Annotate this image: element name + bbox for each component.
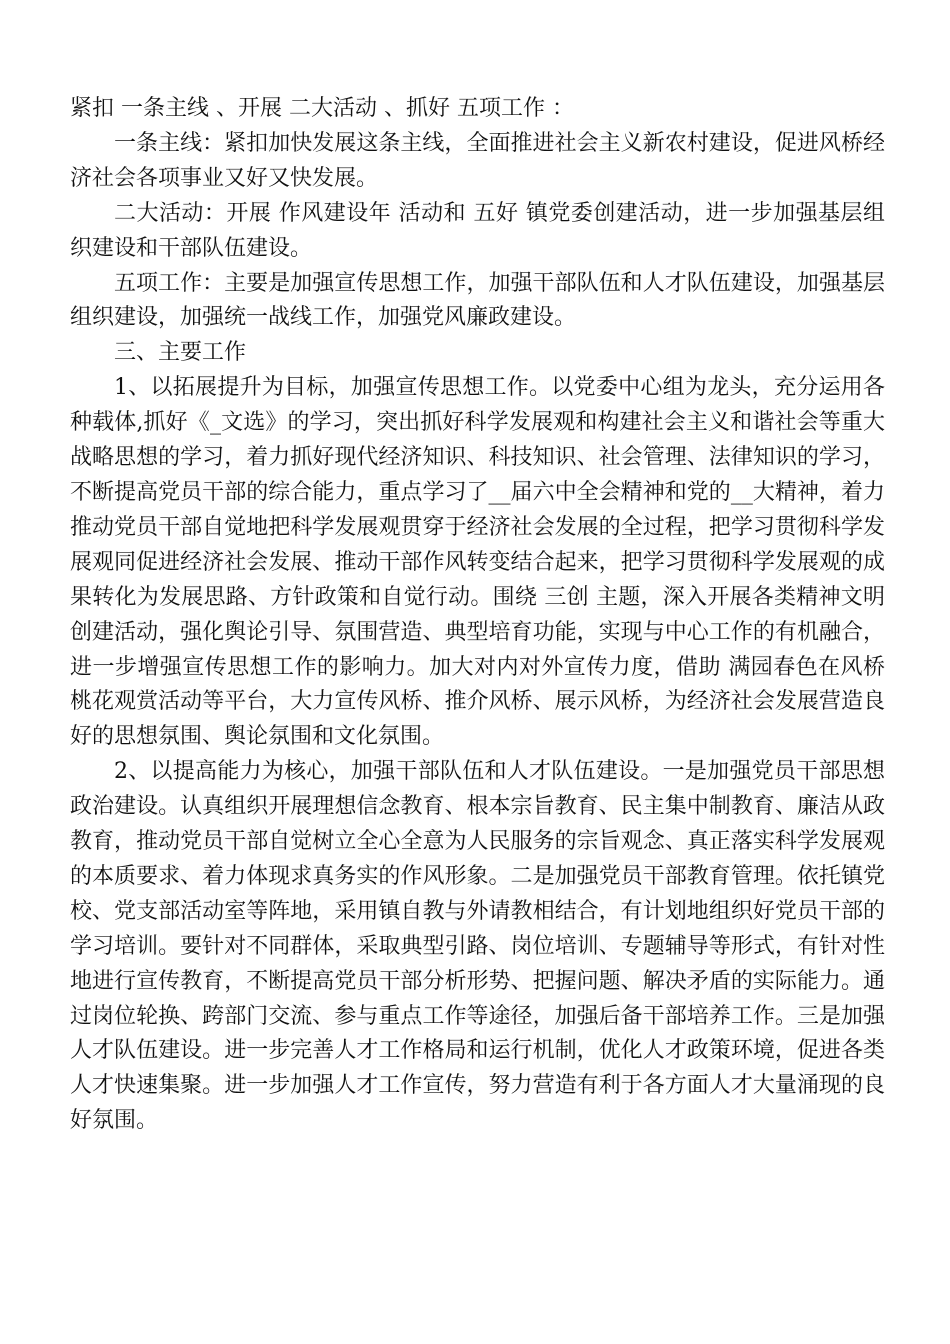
paragraph-two-activities: 二大活动：开展 作风建设年 活动和 五好 镇党委创建活动，进一步加强基层组织建设和干部队伍建设。 [70, 200, 885, 261]
paragraph-main-line: 一条主线：紧扣加快发展这条主线，全面推进社会主义新农村建设，促进风桥经济社会各项事业又好又快发展。 [70, 130, 885, 191]
section-heading: 三、主要工作 [114, 340, 247, 366]
paragraph-item-1: 1、以拓展提升为目标，加强宣传思想工作。以党委中心组为龙头，充分运用各种载体,抓好《_文选》的学习，突出抓好科学发展观和构建社会主义和谐社会等重大战略思想的学习，着力抓好现代经济知识、科技知识、社会管理、法律知识的学习，不断提高党员干部的综合能力，重点学习了__届六中全会精神和党的__大精神，着力推动党员干部自觉地把科学发展观贯穿于经济社会发展的全过程，把学习贯彻科学发展观同促进经济社会发展、推动干部作风转变结合起来，把学习贯彻科学发展观的成果转化为发展思路、方针政策和自觉行动。围绕 三创 主题，深入开展各类精神文明创建活动，强化舆论引导、氛围营造、典型培育功能，实现与中心工作的有机融合，进一步增强宣传思想工作的影响力。加大对内对外宣传力度，借助 满园春色在风桥 桃花观赏活动等平台，大力宣传风桥、推介风桥、展示风桥，为经济社会发展营造良好的思想氛围、舆论氛围和文化氛围。 [70, 375, 885, 750]
paragraph-item-2: 2、以提高能力为核心，加强干部队伍和人才队伍建设。一是加强党员干部思想政治建设。认真组织开展理想信念教育、根本宗旨教育、民主集中制教育、廉洁从政教育，推动党员干部自觉树立全心全意为人民服务的宗旨观念、真正落实科学发展观的本质要求、着力体现求真务实的作风形象。二是加强党员干部教育管理。依托镇党校、党支部活动室等阵地，采用镇自教与外请教相结合，有计划地组织好党员干部的学习培训。要针对不同群体，采取典型引路、岗位培训、专题辅导等形式，有针对性地进行宣传教育，不断提高党员干部分析形势、把握问题、解决矛盾的实际能力。通过岗位轮换、跨部门交流、参与重点工作等途径，加强后备干部培养工作。三是加强人才队伍建设。进一步完善人才工作格局和运行机制，优化人才政策环境，促进各类人才快速集聚。进一步加强人才工作宣传，努力营造有利于各方面人才大量涌现的良好氛围。 [70, 759, 885, 1134]
paragraph-five-tasks: 五项工作：主要是加强宣传思想工作，加强干部队伍和人才队伍建设，加强基层组织建设，加强统一战线工作，加强党风廉政建设。 [70, 270, 885, 331]
document-body [70, 92, 885, 1139]
intro-paragraph: 紧扣 一条主线 、开展 二大活动 、抓好 五项工作 ： [70, 96, 574, 121]
